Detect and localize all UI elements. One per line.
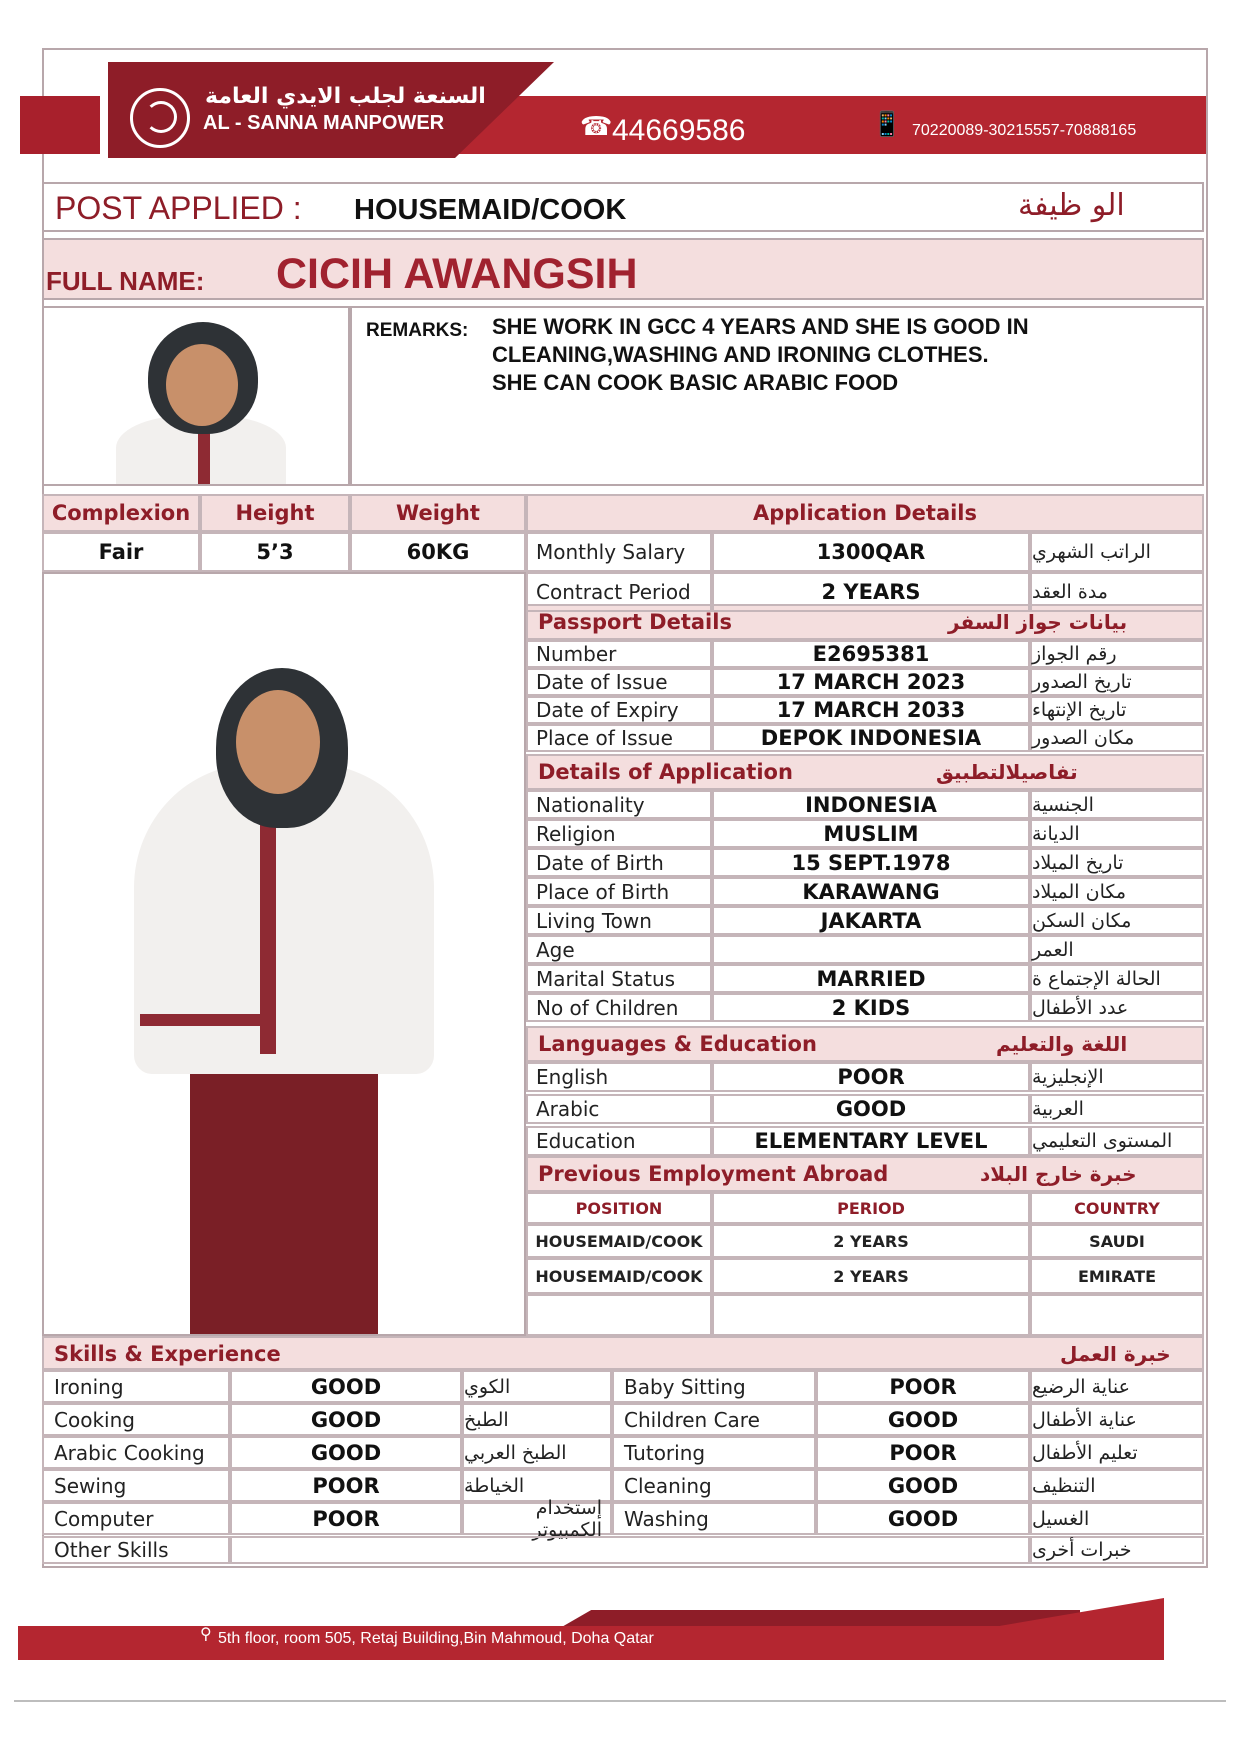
skills-experience-title: Skills & Experience: [54, 1342, 281, 1366]
employment-column-header: POSITION: [526, 1192, 712, 1224]
passport-details-title: Passport Details: [538, 610, 732, 634]
remarks-line: SHE WORK IN GCC 4 YEARS AND SHE IS GOOD IN: [492, 314, 1029, 339]
skill-level: GOOD: [230, 1370, 462, 1403]
field-value: KARAWANG: [712, 877, 1030, 906]
field-label: Place of Issue: [526, 724, 712, 752]
post-applied-label-arabic: الو ظيفة: [1018, 188, 1125, 223]
skill-label-arabic: الطبخ العربي: [462, 1436, 612, 1469]
footer-corner: [1000, 1598, 1164, 1660]
employment-cell: [526, 1294, 712, 1336]
field-label-arabic: الديانة: [1030, 819, 1204, 848]
skill-label-arabic: الخياطة: [462, 1469, 612, 1502]
footer-divider: [14, 1700, 1226, 1702]
skill-level: GOOD: [816, 1469, 1030, 1502]
skill-level: GOOD: [816, 1502, 1030, 1535]
skill-label: Sewing: [42, 1469, 230, 1502]
portrait-photo: [44, 308, 348, 484]
skill-label: Tutoring: [612, 1436, 816, 1469]
skill-label-arabic: عناية الرضيع: [1030, 1370, 1204, 1403]
post-applied-value: HOUSEMAID/COOK: [354, 194, 627, 226]
details-of-application-section: [526, 754, 1204, 790]
field-value: MUSLIM: [712, 819, 1030, 848]
field-label-arabic: الحالة الإجتماع ة: [1030, 964, 1204, 993]
field-label: English: [526, 1062, 712, 1092]
field-label: Marital Status: [526, 964, 712, 993]
field-value: INDONESIA: [712, 790, 1030, 819]
field-label: Place of Birth: [526, 877, 712, 906]
header-divider: [100, 58, 108, 166]
field-label: Monthly Salary: [526, 532, 712, 572]
field-label: Education: [526, 1126, 712, 1156]
field-label-arabic: العربية: [1030, 1094, 1204, 1124]
skill-level: POOR: [816, 1370, 1030, 1403]
telephone-icon: ☎: [580, 112, 613, 142]
skill-level: GOOD: [816, 1403, 1030, 1436]
field-label: Date of Expiry: [526, 696, 712, 724]
field-value: POOR: [712, 1062, 1030, 1092]
field-label-arabic: الإنجليزية: [1030, 1062, 1204, 1092]
skill-label-arabic: الكوي: [462, 1370, 612, 1403]
field-value: 17 MARCH 2023: [712, 668, 1030, 696]
remarks-label: REMARKS:: [366, 320, 469, 341]
employment-cell: EMIRATE: [1030, 1258, 1204, 1294]
application-details-header: Application Details: [526, 494, 1204, 532]
field-value: ELEMENTARY LEVEL: [712, 1126, 1030, 1156]
footer-address: 5th floor, room 505, Retaj Building,Bin Mahmoud, Doha Qatar: [218, 1630, 654, 1647]
field-label: Living Town: [526, 906, 712, 935]
employment-cell: 2 YEARS: [712, 1258, 1030, 1294]
skill-label: Computer: [42, 1502, 230, 1535]
skill-label: Washing: [612, 1502, 816, 1535]
passport-details-title-arabic: بيانات جواز السفر: [948, 610, 1128, 634]
languages-education-title: Languages & Education: [538, 1032, 817, 1056]
skill-level: POOR: [230, 1469, 462, 1502]
languages-education-title-arabic: اللغة والتعليم: [996, 1032, 1128, 1056]
skill-label: Children Care: [612, 1403, 816, 1436]
company-name: AL - SANNA MANPOWER: [203, 112, 445, 134]
employment-cell: [1030, 1294, 1204, 1336]
logo-globe-icon: [130, 88, 190, 148]
details-of-application-title: Details of Application: [538, 760, 793, 784]
field-label: Religion: [526, 819, 712, 848]
skill-level: POOR: [230, 1502, 462, 1535]
employment-cell: HOUSEMAID/COOK: [526, 1224, 712, 1258]
header-left-block: [20, 96, 104, 154]
other-skills-label: Other Skills: [42, 1536, 230, 1564]
field-label: Age: [526, 935, 712, 964]
field-value: 2 YEARS: [712, 572, 1030, 612]
skill-label: Ironing: [42, 1370, 230, 1403]
field-value: MARRIED: [712, 964, 1030, 993]
other-skills-value: [230, 1536, 1030, 1564]
skill-label-arabic: الطبخ: [462, 1403, 612, 1436]
field-label-arabic: مكان السكن: [1030, 906, 1204, 935]
field-value: GOOD: [712, 1094, 1030, 1124]
languages-education-section: [526, 1026, 1204, 1062]
mobile-icon: 📱: [872, 110, 902, 138]
field-label-arabic: العمر: [1030, 935, 1204, 964]
weight-value: 60KG: [350, 532, 526, 572]
weight-header: Weight: [350, 494, 526, 532]
complexion-value: Fair: [42, 532, 200, 572]
previous-employment-title: Previous Employment Abroad: [538, 1162, 889, 1186]
field-label-arabic: مكان الصدور: [1030, 724, 1204, 752]
field-label: Nationality: [526, 790, 712, 819]
field-label: Date of Issue: [526, 668, 712, 696]
employment-column-header: COUNTRY: [1030, 1192, 1204, 1224]
mobile-numbers: 70220089-30215557-70888165: [912, 122, 1137, 139]
field-value: 2 KIDS: [712, 993, 1030, 1022]
skills-experience-section: [42, 1336, 1204, 1370]
full-name-label: FULL NAME:: [46, 266, 205, 296]
field-value: E2695381: [712, 640, 1030, 668]
skill-label: Baby Sitting: [612, 1370, 816, 1403]
skill-level: GOOD: [230, 1436, 462, 1469]
height-value: 5’3: [200, 532, 350, 572]
field-label-arabic: الراتب الشهري: [1030, 532, 1204, 572]
field-label: Date of Birth: [526, 848, 712, 877]
field-label-arabic: تاريخ الميلاد: [1030, 848, 1204, 877]
remarks-line: SHE CAN COOK BASIC ARABIC FOOD: [492, 370, 899, 395]
skill-label: Cleaning: [612, 1469, 816, 1502]
skill-label-arabic: الغسيل: [1030, 1502, 1204, 1535]
field-value: 15 SEPT.1978: [712, 848, 1030, 877]
employment-cell: 2 YEARS: [712, 1224, 1030, 1258]
skill-label-arabic: التنظيف: [1030, 1469, 1204, 1502]
field-value: DEPOK INDONESIA: [712, 724, 1030, 752]
employment-cell: HOUSEMAID/COOK: [526, 1258, 712, 1294]
full-body-photo: [44, 574, 524, 1334]
skill-level: POOR: [816, 1436, 1030, 1469]
field-value: 1300QAR: [712, 532, 1030, 572]
field-value: 17 MARCH 2033: [712, 696, 1030, 724]
skill-label: Cooking: [42, 1403, 230, 1436]
skill-label-arabic: إستخدام الكمبيوتر: [462, 1502, 612, 1535]
complexion-header: Complexion: [42, 494, 200, 532]
post-applied-label: POST APPLIED :: [55, 190, 302, 226]
location-pin-icon: ⚲: [200, 1624, 212, 1643]
skill-label-arabic: تعليم الأطفال: [1030, 1436, 1204, 1469]
field-label-arabic: تاريخ الصدور: [1030, 668, 1204, 696]
field-label-arabic: تاريخ الإنتهاء: [1030, 696, 1204, 724]
previous-employment-title-arabic: خبرة خارج البلاد: [980, 1162, 1137, 1186]
other-skills-label-arabic: خبرات أخرى: [1030, 1536, 1204, 1564]
field-label: Arabic: [526, 1094, 712, 1124]
employment-cell: [712, 1294, 1030, 1336]
phone-number: 44669586: [612, 114, 746, 147]
skills-experience-title-arabic: خبرة العمل: [1060, 1342, 1171, 1366]
height-header: Height: [200, 494, 350, 532]
field-label: Number: [526, 640, 712, 668]
field-label: Contract Period: [526, 572, 712, 612]
employment-cell: SAUDI: [1030, 1224, 1204, 1258]
skill-label-arabic: عناية الأطفال: [1030, 1403, 1204, 1436]
field-value: [712, 935, 1030, 964]
field-label: No of Children: [526, 993, 712, 1022]
field-label-arabic: مدة العقد: [1030, 572, 1204, 612]
skill-label: Arabic Cooking: [42, 1436, 230, 1469]
full-name-value: CICIH AWANGSIH: [276, 250, 638, 298]
field-label-arabic: المستوى التعليمي: [1030, 1126, 1204, 1156]
skill-level: GOOD: [230, 1403, 462, 1436]
company-name-arabic: السنعة لجلب الايدي العامة: [205, 84, 486, 109]
field-label-arabic: رقم الجواز: [1030, 640, 1204, 668]
field-label-arabic: الجنسية: [1030, 790, 1204, 819]
field-value: JAKARTA: [712, 906, 1030, 935]
field-label-arabic: مكان الميلاد: [1030, 877, 1204, 906]
field-label-arabic: عدد الأطفال: [1030, 993, 1204, 1022]
details-of-application-title-arabic: تفاصيلالتطبيق: [936, 760, 1078, 784]
employment-column-header: PERIOD: [712, 1192, 1030, 1224]
remarks-line: CLEANING,WASHING AND IRONING CLOTHES.: [492, 342, 989, 367]
previous-employment-section: [526, 1156, 1204, 1192]
